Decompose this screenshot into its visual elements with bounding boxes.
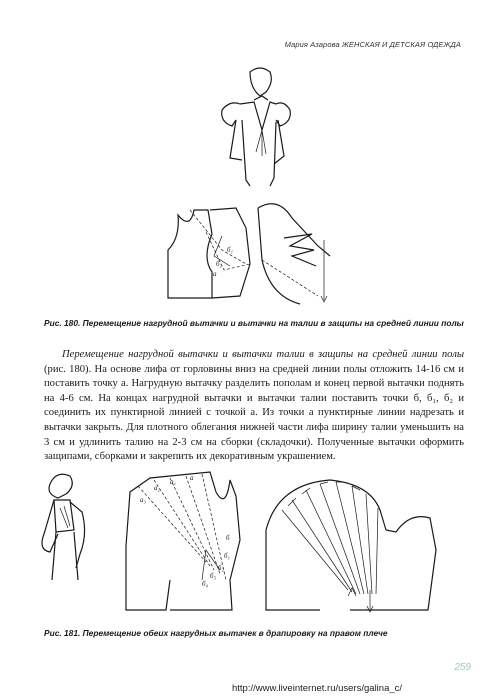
source-url: http://www.liveinternet.ru/users/galina_c/ xyxy=(232,683,403,694)
page-number: 259 xyxy=(454,662,471,673)
label-a: а xyxy=(190,474,194,482)
paragraph-rest: (рис. 180). На основе лифа от горловины вниз на средней линии полы отложить 14-16 см и поставить точку а. Нагрудную вытачку разделить пополам и конец первой вытачки поднять на 4-6 см. На концах нагрудной вытачки и вытачки талии поставить точки б, б₁, б₂ и соединить их пунктирной линией с точкой а. Из точки а пунктирные линии надрезать и вытачки закрыть. Для плотного облегания нижней части лифа ширину талии уменьшить на 3 см и удлинить талию на 2-3 см на сборки (складочки). Полученные вытачки оформить защипами, сборками и закрепить их декоративным украшением. xyxy=(44,363,464,463)
running-header: Мария Азарова ЖЕНСКАЯ И ДЕТСКАЯ ОДЕЖДА xyxy=(284,40,461,49)
fashion-sketch-180 xyxy=(222,68,291,186)
label-a2: а₂ xyxy=(154,484,160,492)
label-b2: б₂ xyxy=(218,564,224,572)
label-b2: б₂ xyxy=(216,260,222,268)
paragraph-lead: Перемещение нагрудной вытачки и вытачки талии в защипы на средней линии полы xyxy=(62,349,464,360)
pattern-pieces-180 xyxy=(168,204,330,304)
pattern-pieces-181 xyxy=(126,472,436,612)
label-a: а xyxy=(213,270,217,278)
paragraph xyxy=(44,348,464,465)
label-a1: а₁ xyxy=(170,478,176,486)
figure-180-illustration xyxy=(150,60,350,305)
label-a3: а₃ xyxy=(140,496,146,504)
label-b4: б₄ xyxy=(202,580,208,588)
label-b1: б₁ xyxy=(224,552,230,560)
figure-180-caption: Рис. 180. Перемещение нагрудной вытачки и вытачки на талии в защипы на средней линии полы xyxy=(44,318,464,328)
figure-181-illustration xyxy=(30,470,470,625)
fashion-sketch-181 xyxy=(42,474,85,580)
figure-181-caption: Рис. 181. Перемещение обеих нагрудных вытачек в драпировку на правом плече xyxy=(44,628,388,638)
label-b3: б₃ xyxy=(210,572,216,580)
body-paragraph xyxy=(44,348,464,465)
label-b: б xyxy=(226,534,230,542)
label-b1: б₁ xyxy=(227,246,233,254)
